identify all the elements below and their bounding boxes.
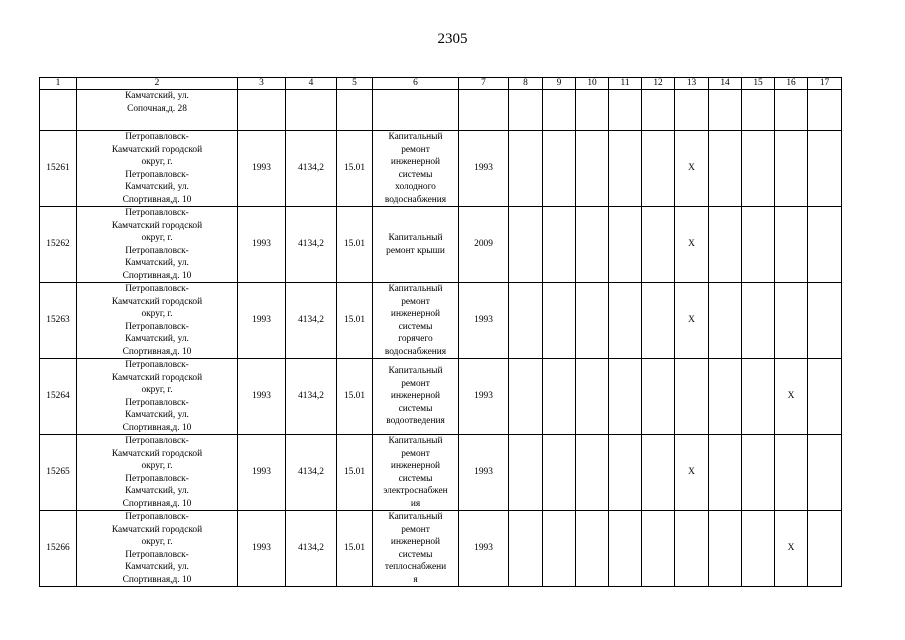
year-built-cell: 1993 xyxy=(238,435,286,511)
empty-cell xyxy=(576,511,609,587)
area-cell: 4134,2 xyxy=(286,283,337,359)
empty-cell xyxy=(742,359,775,435)
empty-cell xyxy=(609,283,642,359)
header-row xyxy=(40,78,842,90)
id-cell: 15262 xyxy=(40,207,77,283)
empty-cell xyxy=(808,283,842,359)
id-cell: 15264 xyxy=(40,359,77,435)
year-built-cell: 1993 xyxy=(238,207,286,283)
column-header: 3 xyxy=(238,78,286,90)
id-cell: 15266 xyxy=(40,511,77,587)
empty-cell xyxy=(609,90,642,131)
empty-cell xyxy=(808,511,842,587)
table-row xyxy=(40,435,842,511)
column-header: 14 xyxy=(709,78,742,90)
empty-cell xyxy=(609,435,642,511)
area-cell: 4134,2 xyxy=(286,435,337,511)
register-table xyxy=(39,77,842,587)
mark-cell-13: X xyxy=(675,131,709,207)
empty-cell xyxy=(509,207,543,283)
empty-cell xyxy=(642,131,675,207)
empty-cell xyxy=(808,90,842,131)
mark-cell-16 xyxy=(775,283,808,359)
empty-cell xyxy=(742,283,775,359)
empty-cell xyxy=(509,435,543,511)
empty-cell xyxy=(40,90,77,131)
year-cell: 2009 xyxy=(459,207,509,283)
empty-cell xyxy=(642,359,675,435)
empty-cell xyxy=(459,90,509,131)
mark-cell-13 xyxy=(675,511,709,587)
area-cell: 4134,2 xyxy=(286,359,337,435)
table-row xyxy=(40,359,842,435)
work-type-cell: Капитальный ремонт крыши xyxy=(373,207,459,283)
address-cell: Петропавловск- Камчатский городской округ, г. Петропавловск- Камчатский, ул. Спортивная,д. 10 xyxy=(77,283,238,359)
empty-cell xyxy=(576,131,609,207)
column-header: 2 xyxy=(77,78,238,90)
year-built-cell: 1993 xyxy=(238,283,286,359)
empty-cell xyxy=(675,90,709,131)
empty-cell xyxy=(808,435,842,511)
id-cell: 15261 xyxy=(40,131,77,207)
empty-cell xyxy=(709,435,742,511)
empty-cell xyxy=(543,359,576,435)
empty-cell xyxy=(373,90,459,131)
code-cell: 15.01 xyxy=(337,207,373,283)
empty-cell xyxy=(337,90,373,131)
empty-cell xyxy=(742,207,775,283)
column-header: 10 xyxy=(576,78,609,90)
empty-cell xyxy=(543,283,576,359)
empty-cell xyxy=(709,283,742,359)
empty-cell xyxy=(509,511,543,587)
column-header: 13 xyxy=(675,78,709,90)
empty-cell xyxy=(642,90,675,131)
column-header: 17 xyxy=(808,78,842,90)
empty-cell xyxy=(709,207,742,283)
empty-cell xyxy=(808,207,842,283)
column-header: 7 xyxy=(459,78,509,90)
empty-cell xyxy=(642,207,675,283)
address-cell: Петропавловск- Камчатский городской округ, г. Петропавловск- Камчатский, ул. Спортивная,д. 10 xyxy=(77,435,238,511)
empty-cell xyxy=(742,511,775,587)
empty-cell xyxy=(576,435,609,511)
area-cell: 4134,2 xyxy=(286,207,337,283)
empty-cell xyxy=(509,283,543,359)
empty-cell xyxy=(543,131,576,207)
year-cell: 1993 xyxy=(459,435,509,511)
mark-cell-13: X xyxy=(675,435,709,511)
mark-cell-13 xyxy=(675,359,709,435)
empty-cell xyxy=(543,511,576,587)
column-header: 16 xyxy=(775,78,808,90)
column-header: 6 xyxy=(373,78,459,90)
year-built-cell: 1993 xyxy=(238,359,286,435)
column-header: 8 xyxy=(509,78,543,90)
empty-cell xyxy=(609,207,642,283)
empty-cell xyxy=(576,90,609,131)
code-cell: 15.01 xyxy=(337,131,373,207)
column-header: 9 xyxy=(543,78,576,90)
year-cell: 1993 xyxy=(459,131,509,207)
mark-cell-16 xyxy=(775,131,808,207)
area-cell: 4134,2 xyxy=(286,131,337,207)
empty-cell xyxy=(808,131,842,207)
empty-cell xyxy=(609,131,642,207)
mark-cell-16 xyxy=(775,435,808,511)
empty-cell xyxy=(509,359,543,435)
column-header: 5 xyxy=(337,78,373,90)
area-cell: 4134,2 xyxy=(286,511,337,587)
table-row xyxy=(40,283,842,359)
year-cell: 1993 xyxy=(459,283,509,359)
empty-cell xyxy=(709,511,742,587)
work-type-cell: Капитальный ремонт инженерной системы холодного водоснабжения xyxy=(373,131,459,207)
work-type-cell: Капитальный ремонт инженерной системы горячего водоснабжения xyxy=(373,283,459,359)
year-cell: 1993 xyxy=(459,511,509,587)
empty-cell xyxy=(709,90,742,131)
id-cell: 15263 xyxy=(40,283,77,359)
work-type-cell: Капитальный ремонт инженерной системы теплоснабжени я xyxy=(373,511,459,587)
address-cell: Петропавловск- Камчатский городской округ, г. Петропавловск- Камчатский, ул. Спортивная,д. 10 xyxy=(77,511,238,587)
column-header: 4 xyxy=(286,78,337,90)
empty-cell xyxy=(742,90,775,131)
empty-cell xyxy=(642,283,675,359)
empty-cell xyxy=(286,90,337,131)
code-cell: 15.01 xyxy=(337,435,373,511)
empty-cell xyxy=(642,511,675,587)
column-header: 15 xyxy=(742,78,775,90)
column-header: 11 xyxy=(609,78,642,90)
mark-cell-16: X xyxy=(775,511,808,587)
address-cell: Камчатский, ул. Сопочная,д. 28 xyxy=(77,90,238,131)
table-row xyxy=(40,207,842,283)
empty-cell xyxy=(509,131,543,207)
code-cell: 15.01 xyxy=(337,511,373,587)
empty-cell xyxy=(742,131,775,207)
empty-cell xyxy=(609,359,642,435)
empty-cell xyxy=(576,283,609,359)
empty-cell xyxy=(609,511,642,587)
empty-cell xyxy=(642,435,675,511)
continuation-row xyxy=(40,90,842,131)
empty-cell xyxy=(576,359,609,435)
empty-cell xyxy=(742,435,775,511)
code-cell: 15.01 xyxy=(337,283,373,359)
empty-cell xyxy=(576,207,609,283)
page-number: 2305 xyxy=(437,31,468,47)
mark-cell-16: X xyxy=(775,359,808,435)
mark-cell-13: X xyxy=(675,207,709,283)
address-cell: Петропавловск- Камчатский городской округ, г. Петропавловск- Камчатский, ул. Спортивная,д. 10 xyxy=(77,207,238,283)
empty-cell xyxy=(543,207,576,283)
mark-cell-16 xyxy=(775,207,808,283)
year-built-cell: 1993 xyxy=(238,131,286,207)
empty-cell xyxy=(709,359,742,435)
empty-cell xyxy=(238,90,286,131)
column-header: 1 xyxy=(40,78,77,90)
id-cell: 15265 xyxy=(40,435,77,511)
empty-cell xyxy=(775,90,808,131)
code-cell: 15.01 xyxy=(337,359,373,435)
address-cell: Петропавловск- Камчатский городской округ, г. Петропавловск- Камчатский, ул. Спортивная,д. 10 xyxy=(77,131,238,207)
empty-cell xyxy=(709,131,742,207)
work-type-cell: Капитальный ремонт инженерной системы электроснабжен ия xyxy=(373,435,459,511)
empty-cell xyxy=(509,90,543,131)
empty-cell xyxy=(808,359,842,435)
table-row xyxy=(40,511,842,587)
work-type-cell: Капитальный ремонт инженерной системы водоотведения xyxy=(373,359,459,435)
column-header: 12 xyxy=(642,78,675,90)
address-cell: Петропавловск- Камчатский городской округ, г. Петропавловск- Камчатский, ул. Спортивная,д. 10 xyxy=(77,359,238,435)
empty-cell xyxy=(543,90,576,131)
mark-cell-13: X xyxy=(675,283,709,359)
empty-cell xyxy=(543,435,576,511)
year-built-cell: 1993 xyxy=(238,511,286,587)
year-cell: 1993 xyxy=(459,359,509,435)
table-row xyxy=(40,131,842,207)
